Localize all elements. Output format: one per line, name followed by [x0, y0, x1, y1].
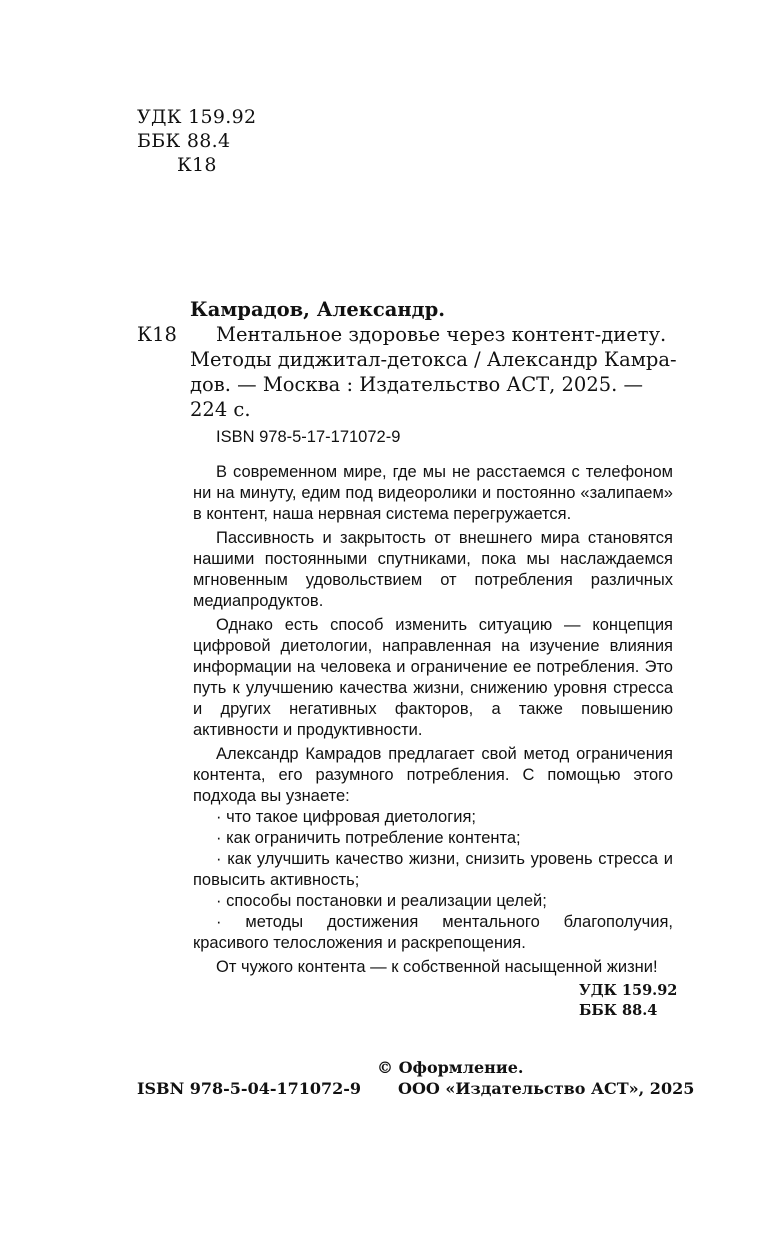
annotation-paragraph: В современном мире, где мы не расстаемся с телефоном ни на минуту, едим под видеоролики и постоянно «залипаем» в контент, наша нервная система перегружается. — [193, 463, 673, 523]
annotation-paragraph: Однако есть способ изменить ситуацию — концепция цифровой диетологии, направленная на изучение влияния информации на человека и ограничение ее потребления. Это путь к улучшению качества жизни, снижению уровня стресса и других негативных факторов, а также повышению активности и продуктивности. — [193, 616, 673, 739]
bib-imprint-line: дов. — Москва : Издательство АСТ, 2025. — — [190, 373, 644, 396]
annotation-paragraph: Александр Камрадов предлагает свой метод ограничения контента, его разумного потребления. С помощью этого подхода вы узнаете: — [193, 745, 673, 805]
bib-author-mark: К18 — [137, 323, 177, 346]
annotation-bullet: · методы достижения ментального благополучия, красивого телосложения и раскрепощения. — [193, 913, 673, 952]
annotation-paragraph: Пассивность и закрытость от внешнего мира становятся нашими постоянными спутниками, пока мы наслаждаемся мгновенным удовольствием от потребления различных медиапродуктов. — [193, 529, 673, 610]
bib-title-line-1: Ментальное здоровье через контент-диету. — [216, 323, 667, 346]
annotation-bullet: · способы постановки и реализации целей; — [216, 892, 547, 910]
annotation-bullet: · что такое цифровая диетология; — [216, 808, 476, 826]
bbk-code: ББК 88.4 — [137, 130, 231, 152]
author-mark: К18 — [177, 154, 217, 176]
bib-isbn: ISBN 978-5-17-171072-9 — [216, 428, 401, 446]
annotation-bullet: · как улучшить качество жизни, снизить уровень стресса и повысить активность; — [193, 850, 673, 889]
bib-title-line-2: Методы диджитал-детокса / Александр Камра- — [190, 348, 677, 371]
udk-code: УДК 159.92 — [137, 106, 257, 128]
annotation-bbk: ББК 88.4 — [579, 1002, 658, 1019]
design-copyright: © Оформление. — [377, 1058, 524, 1077]
annotation-closing: От чужого контента — к собственной насыщенной жизни! — [216, 958, 658, 976]
footer-isbn: ISBN 978-5-04-171072-9 — [137, 1079, 362, 1098]
author-heading: Камрадов, Александр. — [190, 298, 446, 321]
bib-pages: 224 с. — [190, 398, 251, 421]
annotation-bullet: · как ограничить потребление контента; — [216, 829, 521, 847]
publisher-copyright: ООО «Издательство АСТ», 2025 — [398, 1079, 695, 1098]
annotation — [193, 462, 673, 978]
annotation-udk: УДК 159.92 — [579, 982, 678, 999]
